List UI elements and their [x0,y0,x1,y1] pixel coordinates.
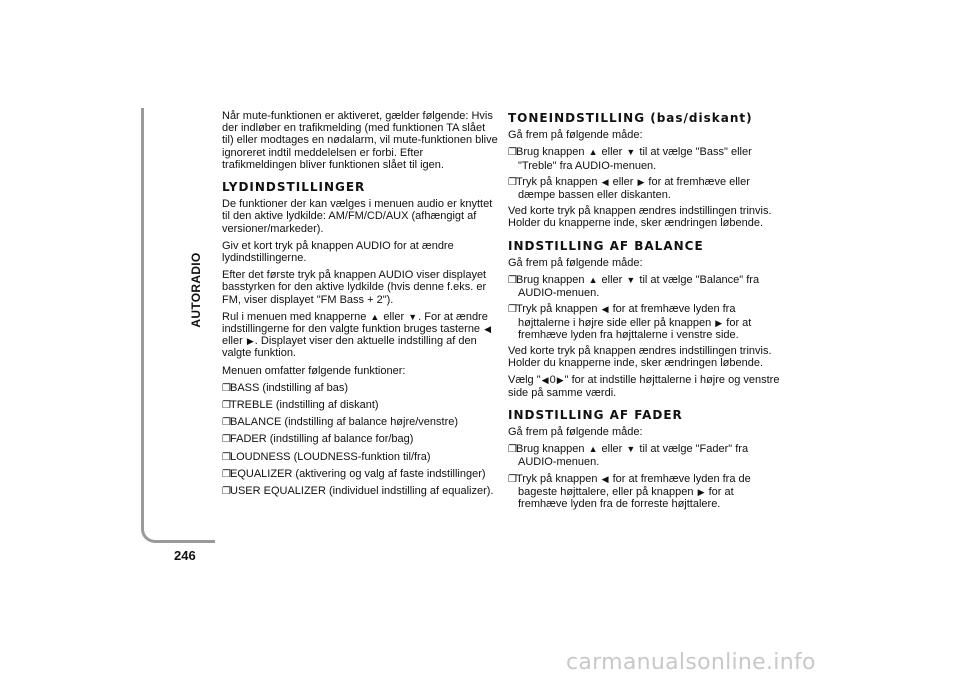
arrow-right-icon: ▶ [637,176,645,187]
arrow-up-icon: ▲ [370,311,380,322]
arrow-up-icon: ▲ [588,275,598,286]
section-heading-lydindstillinger: LYDINDSTILLINGER [222,180,366,195]
paragraph: Gå frem på følgende måde: [508,256,643,269]
arrow-left-icon: ◀ [484,324,492,335]
paragraph: Giv et kort tryk på knappen AUDIO for at ændre lydindstillingerne. [222,239,454,265]
checkbox-bullet-icon: ❐ [508,473,517,485]
list-item: ❐Brug knappen ▲ eller ▼ til at vælge "Fader" fra AUDIO-menuen. [508,443,749,469]
list-item: ❐Tryk på knappen ◀ eller ▶ for at fremhæve eller dæmpe bassen eller diskanten. [508,175,750,202]
paragraph: Ved korte tryk på knappen ændres indstillingen trinvis. Holder du knapperne inde, sker ændringen løbende. [508,205,772,230]
page-number: 246 [174,548,196,563]
paragraph: Efter det første tryk på knappen AUDIO viser displayet basstyrken for den aktive lydkilde (hvis denne f.eks. er FM, viser displayet "FM Bass + 2"). [222,269,487,306]
arrow-down-icon: ▼ [408,311,418,322]
arrow-right-icon: ▶ [556,375,564,386]
arrow-down-icon: ▼ [626,275,636,286]
checkbox-bullet-icon: ❐ [222,400,231,412]
checkbox-bullet-icon: ❐ [222,417,231,429]
list-item: ❐Tryk på knappen ◀ for at fremhæve lyden fra de bageste højttalere, eller på knappen ▶ for at fremhæve lyden fra de forreste højttalere. [508,472,751,511]
checkbox-bullet-icon: ❐ [222,468,231,480]
checkbox-bullet-icon: ❐ [508,176,517,188]
paragraph: Menuen omfatter følgende funktioner: [222,364,406,377]
list-item: ❐BASS (indstilling af bas) [222,381,348,394]
left-column [222,110,498,502]
list-item: ❐BALANCE (indstilling af balance højre/venstre) [222,416,459,429]
list-item: ❐EQUALIZER (aktivering og valg af faste indstillinger) [222,467,486,480]
arrow-left-icon: ◀ [601,176,609,187]
checkbox-bullet-icon: ❐ [508,304,517,316]
right-column [508,110,786,514]
list-item: ❐TREBLE (indstilling af diskant) [222,399,379,412]
paragraph: Gå frem på følgende måde: [508,426,643,439]
arrow-left-icon: ◀ [541,375,549,386]
arrow-right-icon: ▶ [246,336,254,347]
checkbox-bullet-icon: ❐ [222,486,231,498]
section-heading-balance: INDSTILLING AF BALANCE [508,238,704,253]
checkbox-bullet-icon: ❐ [508,275,517,287]
arrow-down-icon: ▼ [626,444,636,455]
paragraph: De funktioner der kan vælges i menuen audio er knyttet til den aktive lydkilde: AM/FM/CD/AUX (afhængigt af versioner/markeder). [222,198,493,235]
paragraph: Gå frem på følgende måde: [508,129,643,142]
list-item: ❐USER EQUALIZER (individuel indstilling af equalizer). [222,485,494,498]
list-item: ❐Brug knappen ▲ eller ▼ til at vælge "Bass" eller "Treble" fra AUDIO-menuen. [508,146,752,172]
center-value-paragraph: Vælg "◀0▶" for at indstille højttalerne i højre og venstre side på samme værdi. [508,374,780,399]
checkbox-bullet-icon: ❐ [222,451,231,463]
list-item: ❐FADER (indstilling af balance for/bag) [222,433,414,446]
arrow-right-icon: ▶ [715,317,723,328]
arrow-left-icon: ◀ [601,304,609,315]
checkbox-bullet-icon: ❐ [508,147,517,159]
arrow-down-icon: ▼ [626,147,636,158]
checkbox-bullet-icon: ❐ [222,434,231,446]
section-heading-fader: INDSTILLING AF FADER [508,407,683,422]
scroll-menu-paragraph: Rul i menuen med knapperne ▲ eller ▼. For at ændre indstillingerne for den valgte funktion bruges tasterne ◀ eller ▶. Displayet viser den aktuelle indstilling af den valgte funktion. [222,310,492,360]
section-side-label: AUTORADIO [189,252,203,328]
arrow-right-icon: ▶ [697,486,705,497]
paragraph: Ved korte tryk på knappen ændres indstillingen trinvis. Holder du knapperne inde, sker ændringen løbende. [508,345,772,370]
list-item: ❐LOUDNESS (LOUDNESS-funktion til/fra) [222,450,431,463]
checkbox-bullet-icon: ❐ [222,382,231,394]
arrow-up-icon: ▲ [588,444,598,455]
list-item: ❐Brug knappen ▲ eller ▼ til at vælge "Balance" fra AUDIO-menuen. [508,274,760,300]
arrow-left-icon: ◀ [601,473,609,484]
page-margin-frame [141,108,215,543]
list-item: ❐Tryk på knappen ◀ for at fremhæve lyden fra højttalerne i højre side eller på knappen ▶ for at fremhæve lyden fra højttalerne i venstre side. [508,303,752,341]
section-heading-toneindstilling: TONEINDSTILLING (bas/diskant) [508,111,753,125]
arrow-up-icon: ▲ [588,147,598,158]
watermark-text: carmanualsonline.info [566,650,816,675]
mute-intro-paragraph: Når mute-funktionen er aktiveret, gælder følgende: Hvis der indløber en trafikmelding (med funktionen TA slået til) eller modtages en nødalarm, vil mute-funktionen blive ignoreret indtil meddelelsen er forbi. Efter trafikmeldingen bliver funktionen slået til igen. [222,110,498,171]
checkbox-bullet-icon: ❐ [508,444,517,456]
